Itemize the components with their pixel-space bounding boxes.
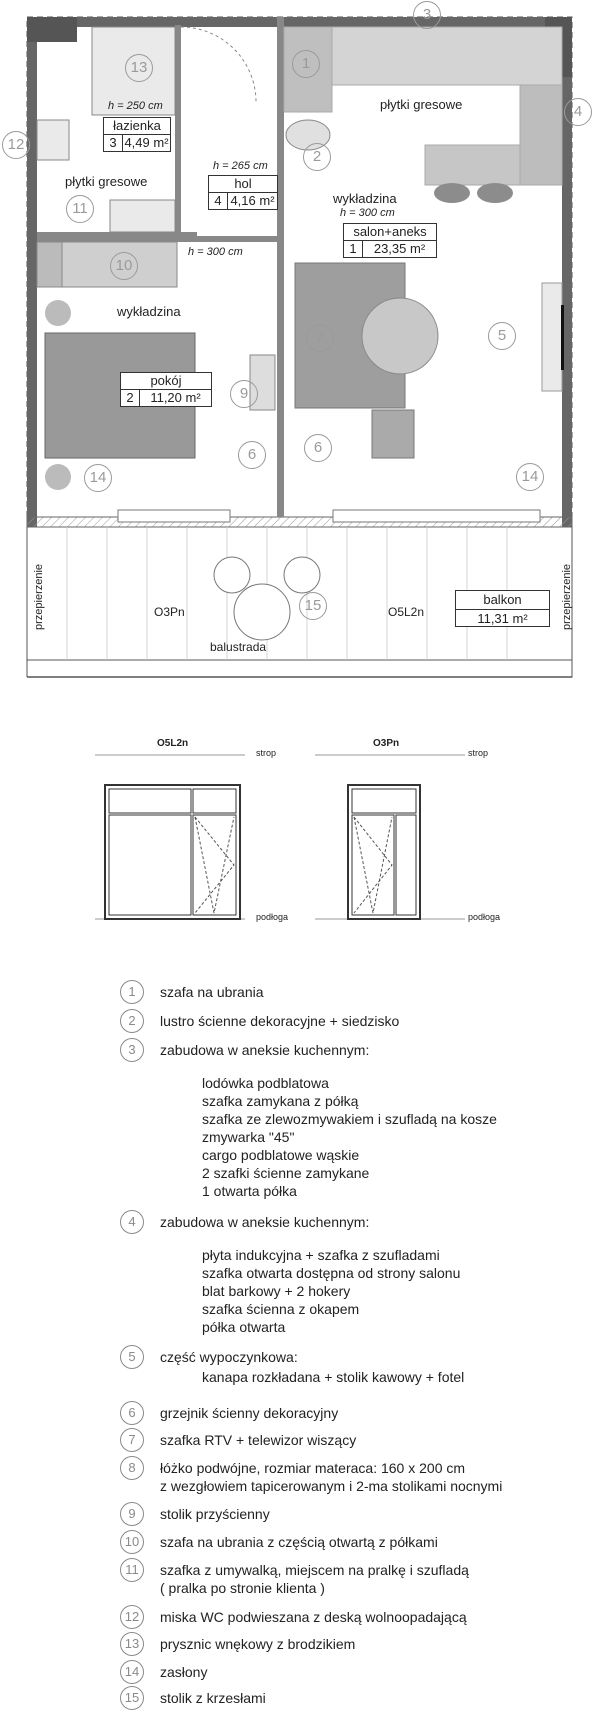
floor-level-label: podłoga xyxy=(256,912,289,922)
legend-number: 15 xyxy=(120,1686,144,1710)
legend-number: 4 xyxy=(120,1210,144,1234)
marker-14: 14 xyxy=(516,463,544,491)
legend-number: 14 xyxy=(120,1660,144,1684)
legend-number: 3 xyxy=(120,1038,144,1062)
legend-text: lustro ścienne dekoracyjne + siedzisko xyxy=(160,1013,400,1029)
legend-item xyxy=(120,1663,207,1681)
marker-11: 11 xyxy=(66,195,94,223)
marker-14: 14 xyxy=(84,464,112,492)
room-box-pokoj xyxy=(120,372,212,407)
legend-subitems xyxy=(120,1246,460,1336)
elevation-title-o3: O3Pn xyxy=(373,738,400,749)
room-name: łazienka xyxy=(104,118,170,135)
legend-subitem: 2 szafki ścienne zamykane xyxy=(202,1165,370,1181)
marker-10: 10 xyxy=(110,252,138,280)
legend-number: 2 xyxy=(120,1009,144,1033)
height-label: h = 300 cm xyxy=(188,246,243,258)
height-label: h = 300 cm xyxy=(340,207,395,219)
ceiling-label: strop xyxy=(468,748,489,758)
legend-subitem: płyta indukcyjna + szafka z szufladami xyxy=(202,1247,440,1263)
legend-item xyxy=(120,1459,502,1495)
legend-item xyxy=(120,1012,399,1030)
legend-text: szafka z umywalką, miejscem na pralkę i szufladą xyxy=(160,1562,469,1578)
legend-number: 1 xyxy=(120,980,144,1004)
legend-number: 10 xyxy=(120,1530,144,1554)
legend-subitem: kanapa rozkładana + stolik kawowy + fotel xyxy=(202,1369,465,1385)
room-number: 3 xyxy=(104,135,123,151)
room-name: salon+aneks xyxy=(344,224,436,241)
marker-3: 3 xyxy=(413,1,441,29)
ceiling-label: strop xyxy=(256,748,277,758)
legend-subitem: szafka zamykana z półką xyxy=(202,1093,359,1109)
marker-2: 2 xyxy=(303,143,331,171)
legend-item xyxy=(120,1635,355,1653)
room-number: 1 xyxy=(344,241,363,257)
marker-6: 6 xyxy=(238,441,266,469)
legend-subitem: lodówka podblatowa xyxy=(202,1075,329,1091)
legend-text: zabudowa w aneksie kuchennym: xyxy=(160,1042,370,1058)
legend-number: 11 xyxy=(120,1558,144,1582)
legend-text: stolik przyścienny xyxy=(160,1506,270,1522)
legend-subitem: zmywarka "45" xyxy=(202,1129,295,1145)
legend-subitem: półka otwarta xyxy=(202,1319,286,1335)
marker-4: 4 xyxy=(564,98,592,126)
window-label: O3Pn xyxy=(154,605,185,619)
room-area: 23,35 m² xyxy=(373,241,426,256)
legend-subitems xyxy=(120,1368,464,1386)
legend-subitems xyxy=(120,1074,497,1200)
marker-5: 5 xyxy=(488,322,516,350)
floor-label: wykładzina xyxy=(117,304,181,319)
legend-text: ( pralka po stronie klienta ) xyxy=(160,1580,325,1596)
room-number: 2 xyxy=(121,390,140,406)
room-box-salon xyxy=(343,223,437,258)
window-label: O5L2n xyxy=(388,605,425,619)
room-name: pokój xyxy=(121,373,211,390)
room-name: balkon xyxy=(456,591,549,610)
legend-text: szafa na ubrania z częścią otwartą z półkami xyxy=(160,1534,438,1550)
legend-item xyxy=(120,1213,369,1231)
legend-item xyxy=(120,983,264,1001)
legend-text: zabudowa w aneksie kuchennym: xyxy=(160,1214,370,1230)
room-area: 11,31 m² xyxy=(477,611,528,626)
legend-item xyxy=(120,1505,270,1523)
room-name: hol xyxy=(209,176,277,193)
legend-subitem: szafka otwarta dostępna od strony salonu xyxy=(202,1265,461,1281)
elevation-title-o5: O5L2n xyxy=(157,738,189,749)
legend-item xyxy=(120,1689,266,1707)
room-box-balkon xyxy=(455,590,550,627)
balustrade-label: balustrada xyxy=(210,640,267,654)
room-area: 11,20 m² xyxy=(150,390,201,405)
floor-label: płytki gresowe xyxy=(380,97,463,112)
partition-label-left: przepierzenie xyxy=(33,563,45,630)
marker-9: 9 xyxy=(230,380,258,408)
legend-item xyxy=(120,1533,438,1551)
window-elevations xyxy=(0,735,600,975)
legend-text: prysznic wnękowy z brodzikiem xyxy=(160,1636,356,1652)
legend-text: łóżko podwójne, rozmiar materaca: 160 x 200 cm xyxy=(160,1460,466,1476)
height-label: h = 265 cm xyxy=(213,160,268,172)
legend-text: szafa na ubrania xyxy=(160,984,264,1000)
legend-number: 8 xyxy=(120,1456,144,1480)
marker-8: 8 xyxy=(72,380,100,408)
height-label: h = 250 cm xyxy=(108,100,163,112)
legend-subitem: cargo podblatowe wąskie xyxy=(202,1147,360,1163)
legend-text: miska WC podwieszana z deską wolnoopadającą xyxy=(160,1609,467,1625)
legend-text: stolik z krzesłami xyxy=(160,1690,266,1706)
floor-label: wykładzina xyxy=(333,191,397,206)
legend-subitem: szafka ścienna z okapem xyxy=(202,1301,360,1317)
marker-13: 13 xyxy=(125,54,153,82)
room-box-lazienka xyxy=(103,117,171,152)
partition-label-right: przepierzenie xyxy=(561,563,573,630)
floor-level-label: podłoga xyxy=(468,912,501,922)
floor-label: płytki gresowe xyxy=(65,174,148,189)
legend-number: 12 xyxy=(120,1605,144,1629)
marker-12: 12 xyxy=(2,131,30,159)
legend-number: 5 xyxy=(120,1345,144,1369)
legend-number: 6 xyxy=(120,1401,144,1425)
marker-7: 7 xyxy=(306,324,334,352)
legend-text: szafka RTV + telewizor wiszący xyxy=(160,1432,357,1448)
legend-item xyxy=(120,1041,369,1059)
room-area: 4,16 m² xyxy=(230,193,275,208)
legend-item xyxy=(120,1348,298,1366)
legend-text: część wypoczynkowa: xyxy=(160,1349,298,1365)
room-area: 4,49 m² xyxy=(124,135,169,150)
marker-15: 15 xyxy=(299,592,327,620)
legend-number: 9 xyxy=(120,1502,144,1526)
legend-item xyxy=(120,1404,338,1422)
legend-text: z wezgłowiem tapicerowanym i 2-ma stolikami nocnymi xyxy=(160,1478,503,1494)
marker-1: 1 xyxy=(292,50,320,78)
room-number: 4 xyxy=(209,193,228,209)
room-box-hol xyxy=(208,175,278,210)
legend-item xyxy=(120,1608,467,1626)
marker-6: 6 xyxy=(304,434,332,462)
legend-item xyxy=(120,1561,469,1597)
legend-text: zasłony xyxy=(160,1664,208,1680)
legend-number: 13 xyxy=(120,1632,144,1656)
legend-text: grzejnik ścienny dekoracyjny xyxy=(160,1405,339,1421)
legend-item xyxy=(120,1431,356,1449)
legend-number: 7 xyxy=(120,1428,144,1452)
legend-subitem: blat barkowy + 2 hokery xyxy=(202,1283,351,1299)
legend-subitem: 1 otwarta półka xyxy=(202,1183,297,1199)
legend-subitem: szafka ze zlewozmywakiem i szufladą na kosze xyxy=(202,1111,497,1127)
